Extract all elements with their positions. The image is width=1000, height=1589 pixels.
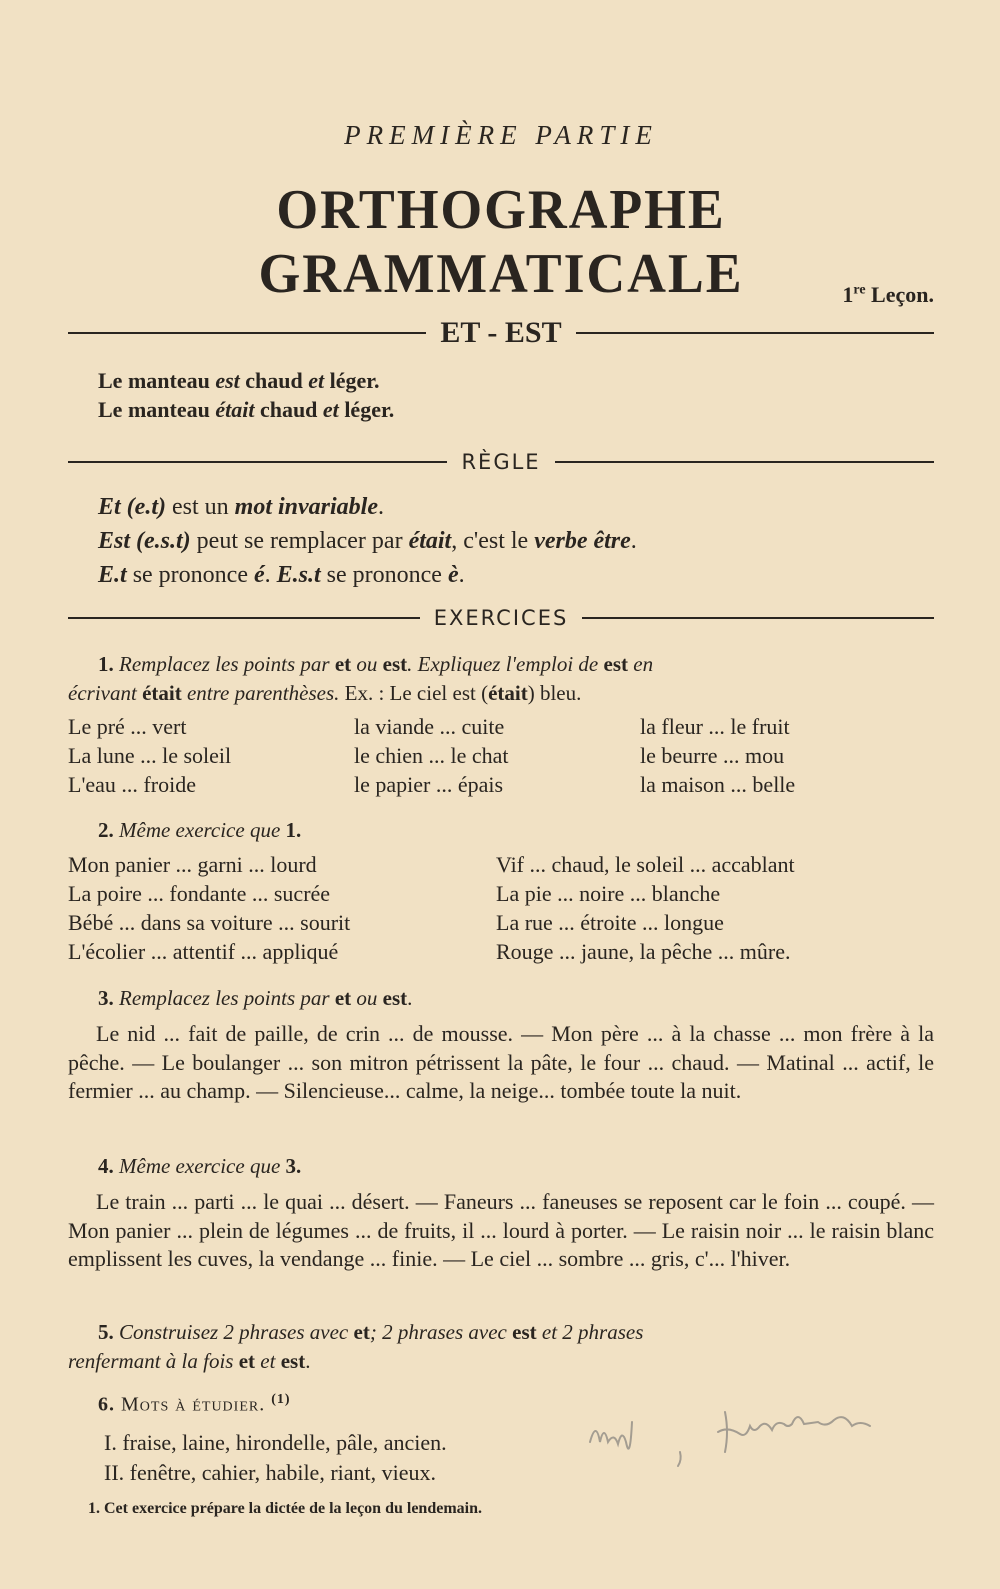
part-heading: PREMIÈRE PARTIE	[344, 120, 658, 150]
list-item: Mon panier ... garni ... lourd	[68, 852, 317, 877]
exercise-2-items	[68, 850, 934, 966]
rule-line: Et (e.t) est un mot invariable.	[98, 494, 384, 520]
footnote: 1. Cet exercice prépare la dictée de la leçon du lendemain.	[88, 1500, 482, 1517]
divider	[68, 332, 426, 334]
example-line: Le manteau était chaud et léger.	[98, 397, 395, 422]
list-item: L'écolier ... attentif ... appliqué	[68, 939, 339, 964]
exercise-1-items	[68, 712, 934, 799]
rule-line: Est (e.s.t) peut se remplacer par était, c'est le verbe être.	[98, 528, 637, 554]
list-item: La poire ... fondante ... sucrée	[68, 881, 331, 906]
word-list-2: II. fenêtre, cahier, habile, riant, vieux.	[104, 1460, 437, 1485]
word-list-1: I. fraise, laine, hirondelle, pâle, ancien.	[104, 1430, 447, 1455]
list-item: la fleur ... le fruit	[640, 714, 790, 739]
divider	[576, 332, 934, 334]
list-item: Bébé ... dans sa voiture ... sourit	[68, 910, 351, 935]
exercices-heading: EXERCICES	[68, 606, 934, 630]
example-sentences	[98, 366, 394, 424]
main-title: ORTHOGRAPHE GRAMMATICALE	[258, 179, 744, 305]
exercise-3-instructions: 3. Remplacez les points par et ou est.	[98, 986, 413, 1010]
lesson-label: 1re Leçon.	[842, 282, 934, 307]
pencil-scribble-icon	[580, 1392, 1000, 1472]
rule-line: E.t se prononce é. E.s.t se prononce è.	[98, 562, 465, 588]
list-item: la viande ... cuite	[354, 714, 505, 739]
section-title-et-est: ET - EST	[68, 316, 934, 350]
list-item: le papier ... épais	[354, 772, 504, 797]
rule-text	[98, 490, 637, 592]
exercise-6-title: 6. Mots à étudier. $^{(1)}$	[98, 1392, 291, 1416]
exercise-5-instructions: 5. Construisez 2 phrases avec et; 2 phrases avec est et 2 phrases renfermant à la fois et et est.	[68, 1320, 644, 1373]
list-item: L'eau ... froide	[68, 772, 196, 797]
list-item: le beurre ... mou	[640, 743, 785, 768]
list-item: La lune ... le soleil	[68, 743, 232, 768]
list-item: La pie ... noire ... blanche	[496, 881, 721, 906]
exercise-4-text: Le train ... parti ... le quai ... désert. — Faneurs ... faneuses se reposent car le foin ... coupé. — Mon panier ... plein de légumes ... de fruits, il ... lourd à porter. — Le raisin noir ... le raisin blanc emplissent les cuves, la vendange ... finie. — Le ciel ... sombre ... gris, c'... l'hiver.	[68, 1189, 934, 1271]
list-item: le chien ... le chat	[354, 743, 509, 768]
list-item: Vif ... chaud, le soleil ... accablant	[496, 852, 795, 877]
exercise-3-text: Le nid ... fait de paille, de crin ... de mousse. — Mon père ... à la chasse ... mon frère à la pêche. — Le boulanger ... son mitron pétrissent la pâte, le four ... chaud. — Matinal ... actif, le fermier ... au champ. — Silencieuse... calme, la neige... tombée toute la nuit.	[68, 1021, 934, 1103]
list-item: la maison ... belle	[640, 772, 796, 797]
list-item: La rue ... étroite ... longue	[496, 910, 724, 935]
list-item: Le pré ... vert	[68, 714, 187, 739]
example-line: Le manteau est chaud et léger.	[98, 368, 380, 393]
exercise-1-instructions: 1. Remplacez les points par et ou est. Expliquez l'emploi de est en écrivant était entre parenthèses. Ex. : Le ciel est (était) bleu.	[68, 652, 654, 705]
list-item: Rouge ... jaune, la pêche ... mûre.	[496, 939, 791, 964]
exercise-4-instructions: 4. Même exercice que 3.	[98, 1154, 302, 1178]
exercise-2-instructions: 2. Même exercice que 1.	[98, 818, 302, 842]
regle-heading: RÈGLE	[68, 450, 934, 474]
book-page	[68, 0, 934, 1589]
